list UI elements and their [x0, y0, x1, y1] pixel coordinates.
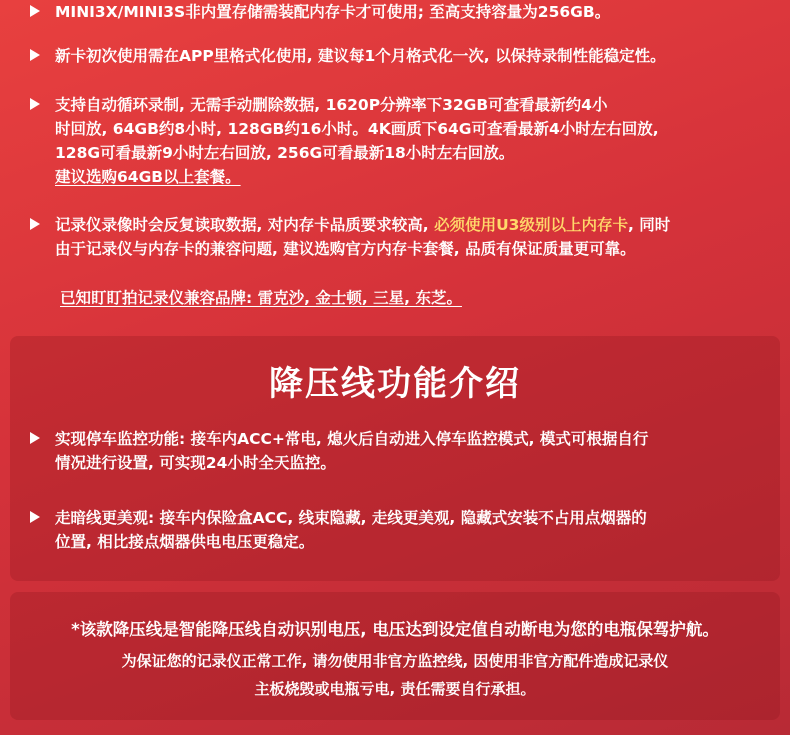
bullet-icon [30, 432, 40, 444]
notice-line-2: 主板烧毁或电瓶亏电, 责任需要自行承担。 [254, 680, 536, 698]
note-u3-requirement [55, 213, 670, 261]
note-u3-line-1 [55, 213, 670, 237]
note-capacity-line: MINI3X/MINI3S非内置存储需装配内存卡才可使用; 至高支持容量为256GB。 [55, 3, 611, 21]
hidden-wiring-line-2: 位置, 相比接点烟器供电电压更稳定。 [55, 533, 315, 551]
hidden-wiring-line-1: 走暗线更美观: 接车内保险盒ACC, 线束隐藏, 走线更美观, 隐藏式安装不占用点烟器的 [55, 509, 647, 527]
feature-hidden-wiring [55, 506, 647, 554]
compatible-brands: 已知盯盯拍记录仪兼容品牌: 雷克沙, 金士顿, 三星, 东芝。 [60, 289, 462, 307]
bullet-icon [30, 49, 40, 61]
recommend-64gb-link[interactable]: 建议选购64GB以上套餐。 [55, 168, 241, 186]
bullet-icon [30, 98, 40, 110]
notice-headline: *该款降压线是智能降压线自动识别电压, 电压达到设定值自动断电为您的电瓶保驾护航。 [71, 620, 719, 639]
step-down-title: 降压线功能介绍 [269, 364, 521, 404]
note-u3-text-b: , 同时 [627, 216, 671, 234]
feature-parking-monitor [55, 427, 648, 475]
notice-line-1: 为保证您的记录仪正常工作, 请勿使用非官方监控线, 因使用非官方配件造成记录仪 [121, 652, 669, 670]
note-format [55, 44, 666, 68]
u3-highlight: 必须使用U3级别以上内存卡 [434, 216, 628, 234]
note-loop-line-2: 时回放, 64GB约8小时, 128GB约16小时。4K画质下64G可查看最新4小时左右回放, [55, 120, 659, 138]
bullet-icon [30, 5, 40, 17]
parking-monitor-line-1: 实现停车监控功能: 接车内ACC+常电, 熄火后自动进入停车监控模式, 模式可根据自行 [55, 430, 649, 448]
bullet-icon [30, 218, 40, 230]
note-u3-text-a: 记录仪录像时会反复读取数据, 对内存卡品质要求较高, [55, 216, 435, 234]
bullet-icon [30, 511, 40, 523]
note-loop-line-1: 支持自动循环录制, 无需手动删除数据, 1620P分辨率下32GB可查看最新约4小 [55, 96, 608, 114]
note-u3-line-2: 由于记录仪与内存卡的兼容问题, 建议选购官方内存卡套餐, 品质有保证质量更可靠。 [55, 240, 636, 258]
parking-monitor-line-2: 情况进行设置, 可实现24小时全天监控。 [55, 454, 336, 472]
note-format-line: 新卡初次使用需在APP里格式化使用, 建议每1个月格式化一次, 以保持录制性能稳定性。 [55, 47, 666, 65]
note-loop-line-3: 128G可看最新9小时左右回放, 256G可看最新18小时左右回放。 [55, 144, 515, 162]
note-capacity [55, 0, 610, 24]
note-loop-recording [55, 93, 659, 189]
